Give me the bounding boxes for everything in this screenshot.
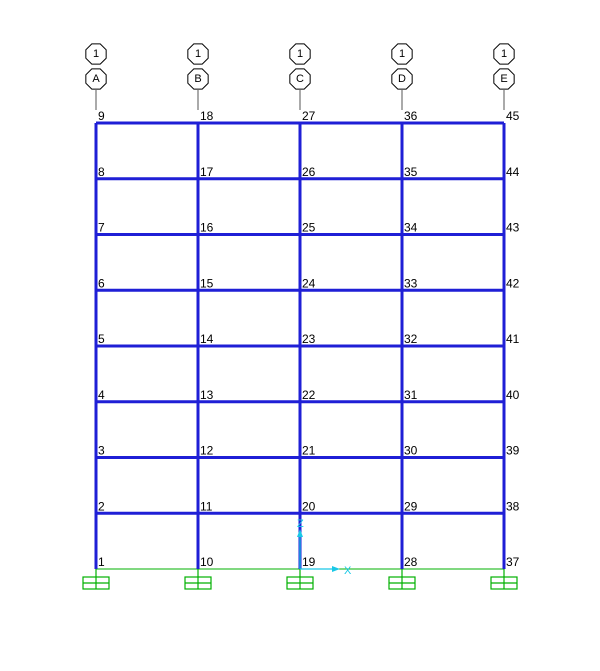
- joint-label: 45: [506, 109, 520, 123]
- story-bubble-label: 1: [194, 47, 202, 60]
- joint-label: 34: [404, 220, 418, 235]
- fixed-support: [389, 569, 415, 589]
- joint-label: 12: [200, 443, 214, 458]
- joint-label: 26: [302, 164, 316, 179]
- supports-group: [83, 569, 517, 589]
- joint-label: 20: [302, 499, 316, 514]
- grid-bubble-label: E: [500, 72, 508, 85]
- joint-label: 44: [506, 164, 520, 179]
- joint-label: 16: [200, 220, 214, 235]
- grid-bubble-label: C: [296, 72, 304, 85]
- grid-bubble-b: [188, 44, 208, 110]
- joint-label: 38: [506, 499, 520, 514]
- joint-label: 11: [200, 499, 213, 514]
- x-axis-label: X: [344, 565, 352, 577]
- joint-label: 41: [506, 332, 520, 346]
- fixed-support: [185, 569, 211, 589]
- joint-label: 32: [404, 332, 418, 346]
- story-bubble-label: 1: [500, 47, 508, 60]
- joint-label: 18: [200, 109, 214, 123]
- joint-label: 37: [506, 555, 520, 569]
- joint-label: 21: [302, 443, 316, 458]
- joint-label: 30: [404, 443, 418, 458]
- grid-bubbles: [86, 44, 514, 110]
- joint-label: 42: [506, 276, 520, 291]
- story-bubble-label: 1: [398, 47, 406, 60]
- joint-label: 2: [98, 499, 105, 514]
- joint-label: 40: [506, 387, 520, 402]
- joint-label: 19: [302, 555, 316, 569]
- grid-bubble-label: A: [92, 72, 100, 85]
- joint-label: 23: [302, 332, 316, 346]
- grid-bubble-label: B: [194, 72, 202, 85]
- joint-label: 6: [98, 276, 105, 291]
- joint-label: 24: [302, 276, 316, 291]
- joint-label: 36: [404, 109, 418, 123]
- joint-label: 28: [404, 555, 418, 569]
- grid-bubble-d: [392, 44, 412, 110]
- grid-bubble-a: [86, 44, 106, 110]
- joint-label: 35: [404, 164, 418, 179]
- joint-label: 14: [200, 332, 214, 346]
- joint-label: 33: [404, 276, 418, 291]
- z-axis-arrow: [297, 529, 303, 537]
- joint-label: 22: [302, 387, 316, 402]
- joint-label: 10: [200, 555, 214, 569]
- fixed-support: [287, 569, 313, 589]
- joint-label: 1: [98, 555, 105, 569]
- joint-label: 29: [404, 499, 418, 514]
- joint-label: 5: [98, 332, 105, 346]
- grid-bubble-label: D: [398, 72, 406, 85]
- joint-label: 9: [98, 109, 105, 123]
- grid-bubble-e: [494, 44, 514, 110]
- grid-bubble-c: [290, 44, 310, 110]
- story-bubble-label: 1: [92, 47, 100, 60]
- joint-label: 15: [200, 276, 214, 291]
- joint-label: 39: [506, 443, 520, 458]
- fixed-support: [491, 569, 517, 589]
- joint-label: 25: [302, 220, 316, 235]
- joint-label: 31: [404, 387, 418, 402]
- joint-label: 27: [302, 109, 316, 123]
- joint-label: 3: [98, 443, 105, 458]
- joint-label: 7: [98, 220, 105, 235]
- joint-label: 8: [98, 164, 105, 179]
- joint-label: 4: [98, 387, 105, 402]
- fixed-support: [83, 569, 109, 589]
- joint-label: 17: [200, 164, 214, 179]
- joint-label: 43: [506, 220, 520, 235]
- story-bubble-label: 1: [296, 47, 304, 60]
- x-axis-arrow: [332, 566, 340, 572]
- z-axis-label: Z: [297, 518, 304, 530]
- joint-label: 13: [200, 387, 214, 402]
